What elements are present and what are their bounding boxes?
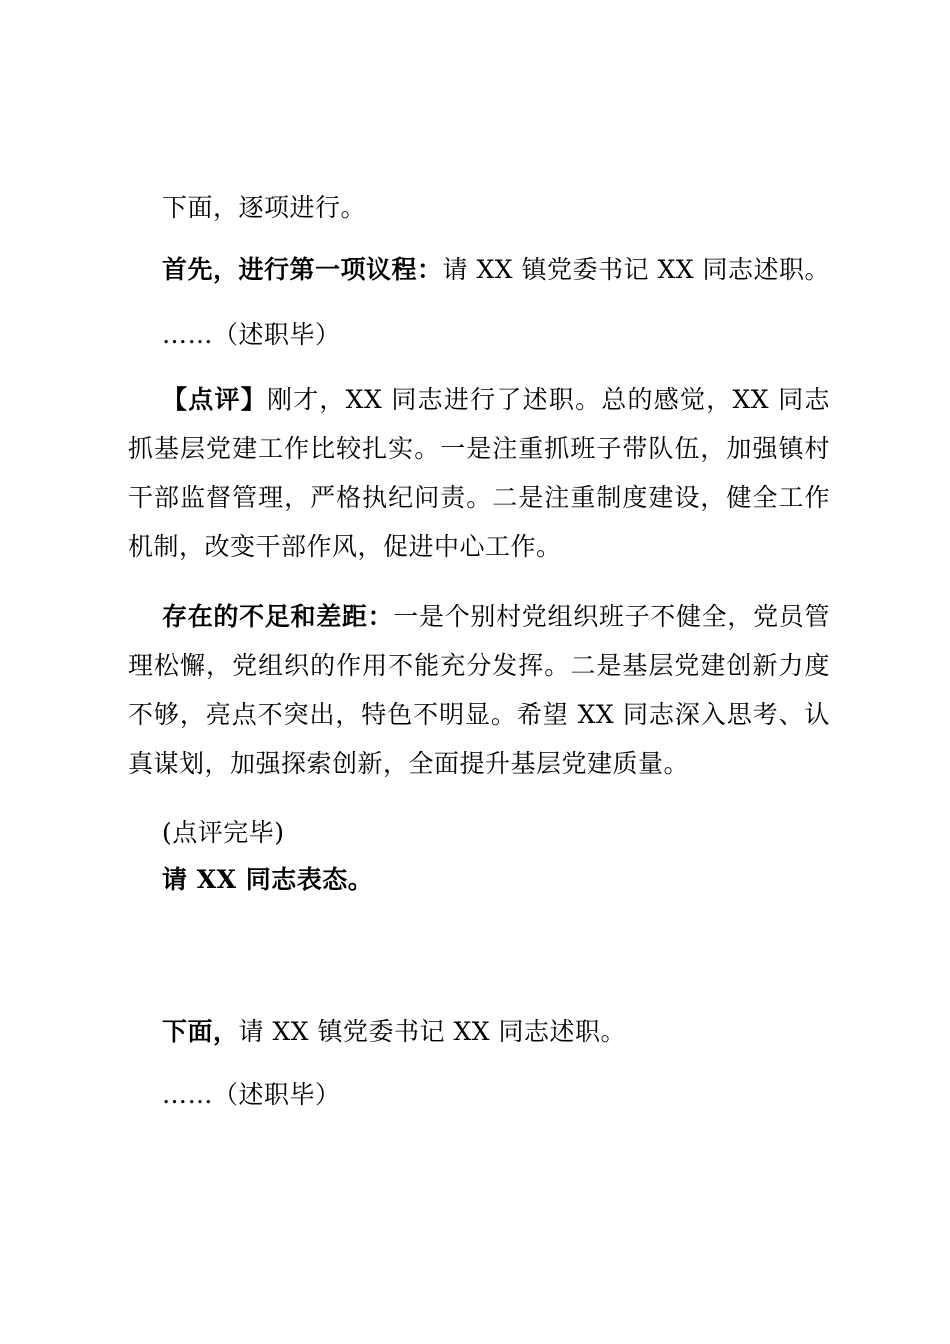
paragraph-text: 一是个别村党组织班子不健全，党员管理松懈，党组织的作用不能充分发挥。二是基层党建创新力度不够，亮点不突出，特色不明显。希望 XX 同志深入思考、认真谋划，加强探索创新，全面提升基层党建质量。 [128, 602, 830, 778]
paragraph-agenda-first [128, 245, 830, 294]
paragraph-comment-end [128, 808, 830, 857]
paragraph-text: 请 XX 同志表态。 [162, 865, 374, 894]
paragraph-lead: 【点评】 [162, 385, 267, 414]
paragraph-text: 请 XX 镇党委书记 XX 同志述职。 [442, 255, 830, 284]
paragraph-text: 下面，逐项进行。 [162, 193, 367, 222]
paragraph-lead: 首先，进行第一项议程： [162, 255, 443, 284]
paragraph-comment [128, 375, 830, 571]
paragraph-intro [128, 183, 830, 232]
paragraph-text: 刚才，XX 同志进行了述职。总的感觉，XX 同志抓基层党建工作比较扎实。一是注重抓班子带队伍，加强镇村干部监督管理，严格执纪问责。二是注重制度建设，健全工作机制，改变干部作风，促进中心工作。 [128, 385, 830, 561]
paragraph-report-end-second [128, 1070, 830, 1119]
paragraph-text: (点评完毕) [162, 818, 285, 847]
paragraph-text: 请 XX 镇党委书记 XX 同志述职。 [238, 1017, 626, 1046]
paragraph-lead: 存在的不足和差距： [162, 602, 394, 631]
paragraph-lead: 下面， [162, 1017, 239, 1046]
paragraph-agenda-next [128, 1007, 830, 1056]
paragraph-text: ……（述职毕） [162, 1080, 341, 1109]
paragraph-text: ……（述职毕） [162, 320, 341, 349]
paragraph-statement-request [128, 855, 830, 904]
paragraph-shortcomings [128, 592, 830, 788]
paragraph-report-end [128, 310, 830, 359]
